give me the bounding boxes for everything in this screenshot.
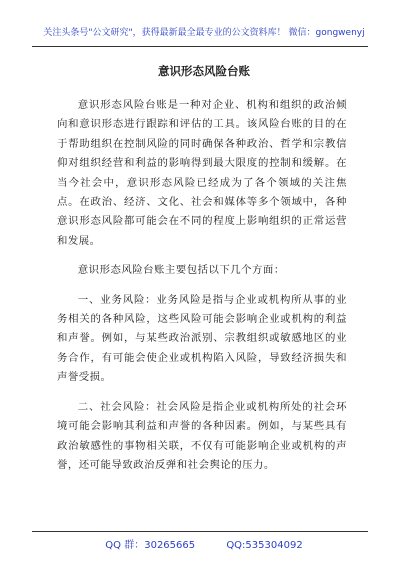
- header-divider: [32, 46, 368, 47]
- paragraph: 意识形态风险台账主要包括以下几个方面：: [77, 264, 285, 277]
- paragraph: 二、社会风险：社会风险是指企业或机构所处的社会环境可能会影响其利益和声誉的各种因素。例如，与某些具有政治敏感性的事物相关联，不仅有可能影响企业或机构的声誉，还可能导致政治反弹和社会舆论的压力。: [57, 400, 347, 471]
- footer-qq-group: QQ 群：30265665: [105, 540, 196, 551]
- paragraph: 意识形态风险台账是一种对企业、机构和组织的政治倾向和意识形态进行跟踪和评估的工具。该风险台账的目的在于帮助组织在控制风险的同时确保各种政治、哲学和宗教信仰对组织经营和利益的影响得到最大限度的控制和缓解。在当今社会中，意识形态风险已经成为了各个领域的关注焦点。在政治、经济、文化、社会和媒体等多个领域中，各种意识形态风险都可能会在不同的程度上影响组织的正常运营和发展。: [57, 99, 347, 247]
- footer-divider: [32, 531, 368, 532]
- document-title: 意识形态风险台账: [158, 64, 250, 78]
- footer-qq-number: QQ:535304092: [226, 540, 303, 551]
- page-footer: [0, 536, 408, 551]
- document-body: [57, 96, 347, 485]
- paragraph: 一、业务风险：业务风险是指与企业或机构所从事的业务相关的各种风险，这些风险可能会影响企业或机构的利益和声誉。例如，与某些政治派别、宗教组织或敏感地区的业务合作，有可能会使企业或机构陷入风险，导致经济损失和声誉受损。: [57, 293, 347, 384]
- page-header: 关注头条号"公文研究"，获得最新最全最专业的公文资料库！ 微信：gongwenyj: [43, 28, 365, 38]
